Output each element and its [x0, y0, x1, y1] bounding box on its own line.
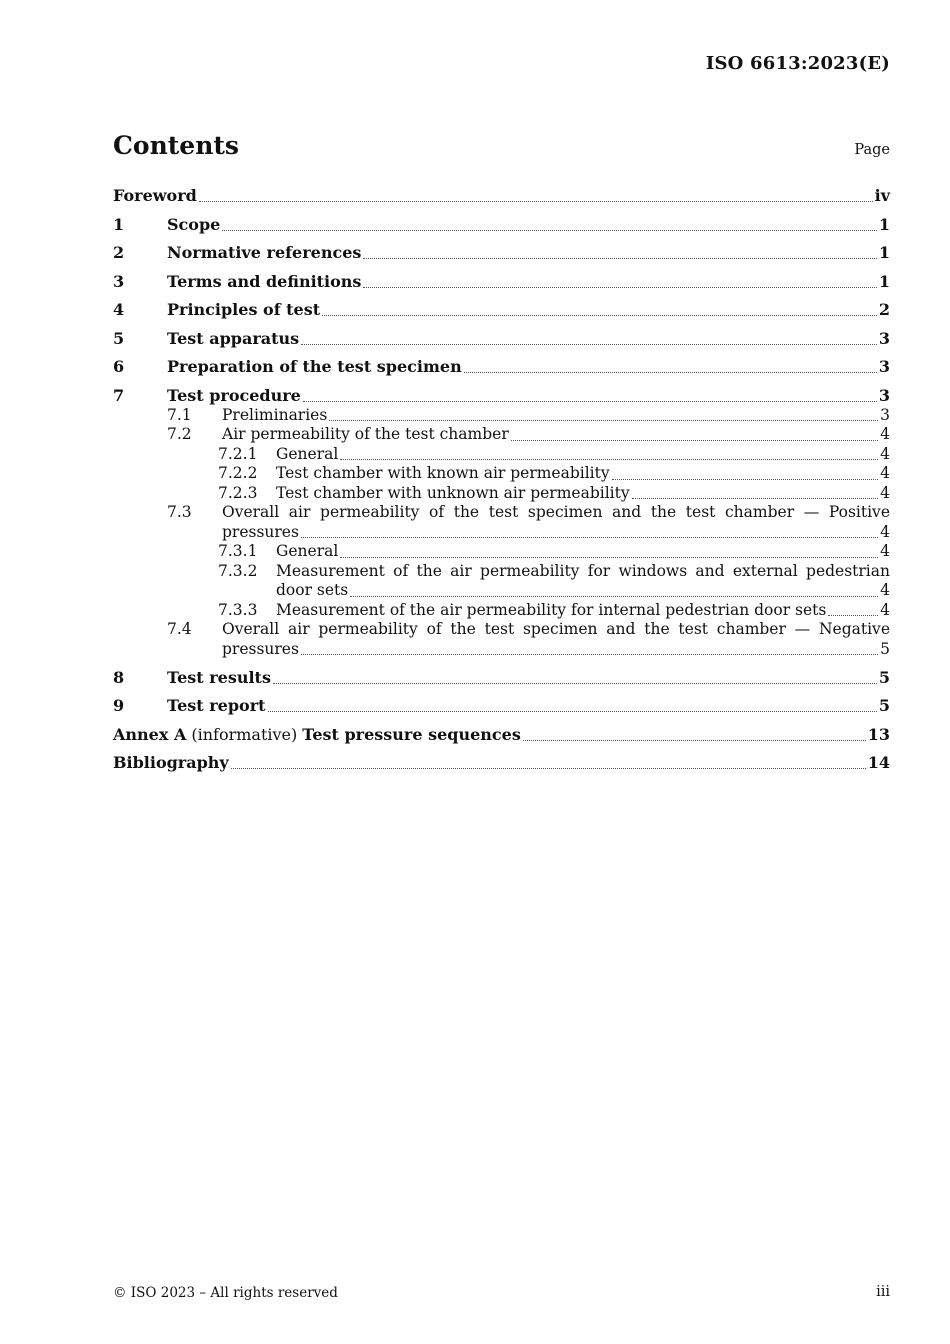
dot-leader: [231, 768, 866, 769]
toc-entry-title: Normative references: [167, 243, 362, 262]
dot-leader: [340, 557, 878, 558]
toc-entry-page: 3: [880, 405, 890, 424]
toc-entry-title: Principles of test: [167, 300, 321, 319]
toc-entry-title: Preparation of the test specimen: [167, 357, 462, 376]
toc-entry-page: 2: [878, 300, 890, 319]
toc-entry-title: Bibliography: [113, 753, 229, 772]
toc-entry-title: Test report: [167, 696, 266, 715]
toc-entry-number: 1: [113, 214, 125, 234]
dot-leader: [273, 683, 877, 684]
dot-leader: [301, 654, 878, 655]
dot-leader: [350, 596, 878, 597]
dot-leader: [363, 258, 876, 259]
toc-entry-number: 7.3: [167, 503, 192, 521]
toc-entry-test-report[interactable]: [113, 696, 890, 716]
toc-entry-title-line-2: pressures: [222, 639, 299, 658]
toc-entry-windows-external-door-sets[interactable]: [113, 562, 890, 601]
toc-entry-title: Test apparatus: [167, 328, 300, 348]
toc-entry-title: Test chamber with known air permeability: [276, 464, 610, 482]
toc-entry-air-permeability-test-chamber[interactable]: [113, 425, 890, 445]
copyright-notice: © ISO 2023 – All rights reserved: [113, 1285, 338, 1301]
toc-entry-number: 7.1: [167, 405, 192, 424]
toc-entry-number: 9: [113, 696, 125, 715]
page-column-label: Page: [854, 142, 890, 158]
toc-entry-title: Scope: [167, 214, 221, 234]
toc-entry-number: 7.2.1: [218, 444, 258, 463]
toc-entry-title-line-2: pressures: [222, 522, 299, 541]
toc-entry-number: 7.3.2: [218, 561, 258, 580]
toc-entry-page: 13: [867, 724, 890, 744]
toc-entry-number: 3: [113, 271, 125, 291]
dot-leader: [199, 201, 873, 202]
toc-entry-test-apparatus[interactable]: [113, 329, 890, 349]
toc-entry-title: General: [276, 444, 339, 463]
page-number: iii: [876, 1284, 890, 1300]
toc-entry-page: 5: [880, 639, 890, 658]
toc-entry-page: 4: [880, 522, 890, 541]
toc-entry-page: 4: [880, 581, 890, 599]
toc-entry-known-air-permeability[interactable]: [113, 464, 890, 484]
toc-entry-title-line-1: Overall air permeability of the test specimen and the test chamber — Positive: [222, 503, 890, 521]
toc-entry-page: 4: [880, 464, 890, 482]
toc-entry-title: Test chamber with unknown air permeability: [276, 483, 630, 502]
dot-leader: [301, 537, 878, 538]
toc-entry-title: Test procedure: [167, 385, 301, 405]
dot-leader: [301, 344, 877, 345]
toc-entry-scope[interactable]: [113, 215, 890, 235]
toc-entry-number: 8: [113, 667, 125, 687]
toc-entry-page: 4: [880, 425, 890, 443]
toc-entry-page: 1: [878, 243, 890, 262]
toc-entry-number: 7.2.2: [218, 464, 258, 482]
toc-entry-title: Test pressure sequences: [302, 724, 521, 744]
contents-heading: Contents: [113, 131, 240, 160]
document-code: ISO 6613:2023(E): [705, 53, 890, 74]
toc-entry-page: 4: [880, 600, 890, 619]
toc-entry-number: 2: [113, 243, 125, 262]
dot-leader: [828, 615, 878, 616]
dot-leader: [322, 315, 877, 316]
dot-leader: [363, 287, 876, 288]
toc-entry-bibliography[interactable]: [113, 753, 890, 773]
toc-entry-unknown-air-permeability[interactable]: [113, 484, 890, 504]
dot-leader: [222, 230, 877, 231]
toc-entry-normative-references[interactable]: [113, 243, 890, 263]
toc-entry-title: Test results: [167, 667, 271, 687]
toc-entry-general-7-2-1[interactable]: [113, 445, 890, 465]
toc-entry-overall-negative-pressures[interactable]: [113, 620, 890, 659]
toc-entry-page: 1: [878, 214, 890, 234]
toc-entry-page: 1: [878, 271, 890, 291]
toc-entry-title: Terms and definitions: [167, 271, 362, 291]
toc-entry-preparation-of-test-specimen[interactable]: [113, 357, 890, 377]
toc-entry-annex-prefix: Annex A: [113, 724, 187, 744]
toc-entry-title: Preliminaries: [222, 405, 328, 424]
toc-entry-page: 5: [878, 667, 890, 687]
table-of-contents: [113, 182, 890, 773]
toc-entry-page: 14: [867, 753, 890, 772]
toc-entry-preliminaries[interactable]: [113, 406, 890, 426]
toc-entry-page: 3: [878, 357, 890, 376]
toc-entry-annex-a[interactable]: [113, 725, 890, 745]
dot-leader: [612, 479, 878, 480]
toc-entry-test-procedure[interactable]: [113, 386, 890, 406]
toc-entry-page: 4: [880, 542, 890, 560]
toc-entry-page: 5: [878, 696, 890, 715]
toc-entry-test-results[interactable]: [113, 668, 890, 688]
dot-leader: [303, 401, 877, 402]
toc-entry-number: 7.2: [167, 425, 192, 443]
toc-entry-principles-of-test[interactable]: [113, 300, 890, 320]
toc-entry-internal-door-sets[interactable]: [113, 601, 890, 621]
toc-entry-number: 5: [113, 328, 125, 348]
toc-entry-page: 4: [880, 444, 890, 463]
toc-entry-general-7-3-1[interactable]: [113, 542, 890, 562]
toc-entry-title: Air permeability of the test chamber: [222, 425, 509, 443]
dot-leader: [464, 372, 877, 373]
toc-entry-title: Foreword: [113, 186, 197, 205]
dot-leader: [340, 459, 878, 460]
toc-entry-terms-and-definitions[interactable]: [113, 272, 890, 292]
toc-entry-title-line-1: Measurement of the air permeability for windows and external pedestrian: [276, 561, 890, 580]
dot-leader: [329, 420, 878, 421]
toc-entry-title: General: [276, 542, 339, 560]
toc-entry-foreword[interactable]: [113, 186, 890, 206]
toc-entry-number: 4: [113, 300, 125, 319]
toc-entry-number: 7.2.3: [218, 483, 258, 502]
toc-entry-page: 4: [880, 483, 890, 502]
toc-entry-annex-qualifier: (informative): [191, 724, 298, 744]
toc-entry-number: 7.3.1: [218, 542, 258, 560]
toc-entry-number: 7: [113, 385, 125, 405]
dot-leader: [268, 711, 877, 712]
toc-entry-overall-positive-pressures[interactable]: [113, 503, 890, 542]
toc-entry-page: iv: [874, 186, 890, 205]
toc-entry-number: 6: [113, 357, 125, 376]
toc-entry-title-line-1: Overall air permeability of the test specimen and the test chamber — Negative: [222, 620, 890, 638]
toc-entry-number: 7.3.3: [218, 600, 258, 619]
toc-entry-title-line-2: door sets: [276, 581, 349, 599]
dot-leader: [523, 740, 866, 741]
toc-entry-page: 3: [878, 328, 890, 348]
toc-entry-page: 3: [878, 385, 890, 405]
dot-leader: [511, 440, 878, 441]
dot-leader: [632, 498, 879, 499]
toc-entry-number: 7.4: [167, 620, 192, 638]
toc-entry-title: Measurement of the air permeability for internal pedestrian door sets: [276, 600, 827, 619]
